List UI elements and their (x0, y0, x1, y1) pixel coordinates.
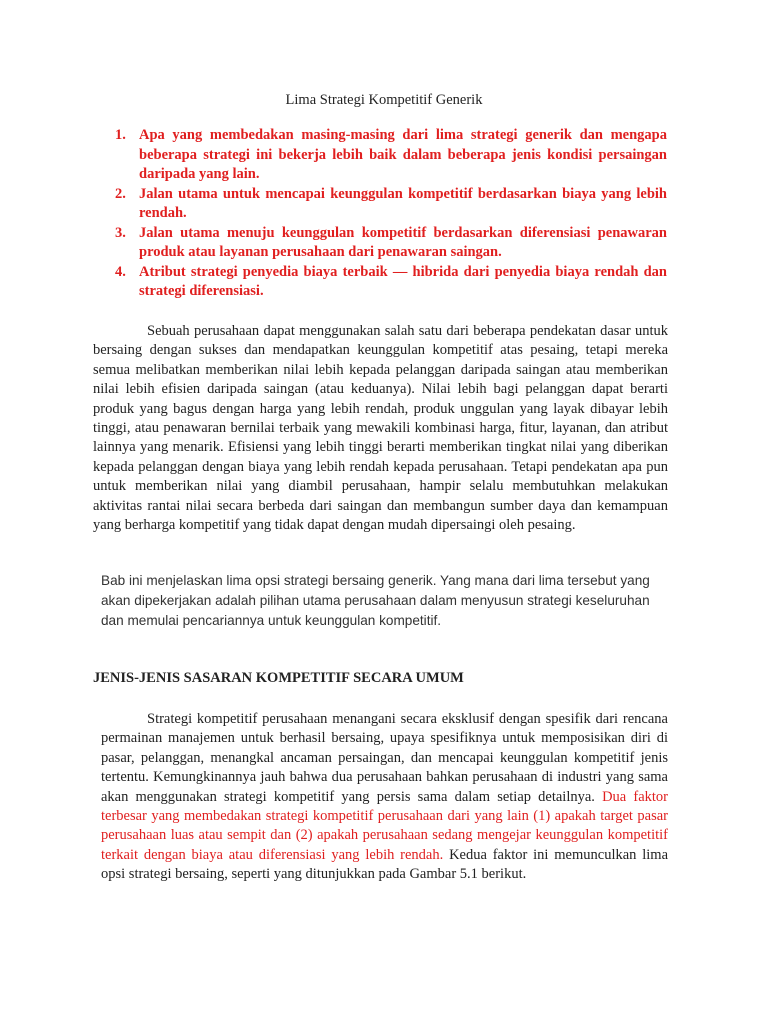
question-number: 1. (115, 127, 126, 143)
question-item (107, 126, 667, 185)
question-number: 2. (115, 185, 126, 202)
question-item (107, 224, 667, 263)
question-text: Atribut strategi penyedia biaya terbaik — hibrida dari penyedia biaya rendah dan strategi diferensiasi. (139, 263, 667, 299)
highlighted-text: Dua faktor terbesar yang membedakan strategi kompetitif perusahaan dari yang lain (1) apakah target pasar perusahaan luas atau sempit dan (2) apakah perusahaan sedang mengejar keunggulan kompetitif terkait dengan biaya atau diferensiasi yang lebih rendah. (101, 788, 669, 863)
section-paragraph (101, 710, 668, 885)
question-text: Jalan utama untuk mencapai keunggulan kompetitif berdasarkan biaya yang lebih rendah. (139, 185, 667, 221)
section-paragraph-text: Strategi kompetitif perusahaan menangani secara eksklusif dengan spesifik dari rencana permainan manajemen untuk berhasil bersaing, upaya spesifiknya untuk memposisikan diri di pasar, pelanggan, menangkal ancaman persaingan, dan mencapai keunggulan kompetitif jenis tertentu. Kemungkinannya jauh bahwa dua perusahaan bahkan perusahaan di industri yang sama akan menggunakan strategi kompetitif yang persis sama dalam setiap detailnya. (101, 711, 668, 805)
intro-paragraph: Sebuah perusahaan dapat menggunakan salah satu dari beberapa pendekatan dasar untuk bersaing dengan sukses dan mendapatkan keunggulan kompetitif atas pesaing, tetapi mereka semua melibatkan memberikan nilai lebih kepada pelanggan daripada saingan atau memberikan nilai lebih efisien daripada saingan (atau keduanya). Nilai lebih bagi pelanggan dapat berarti produk yang bagus dengan harga yang lebih rendah, produk unggulan yang layak dibayar lebih tinggi, atau penawaran bernilai terbaik yang mewakili kombinasi harga, fitur, layanan, dan atribut lainnya yang menarik. Efisiensi yang lebih tinggi berarti memberikan tingkat nilai yang diberikan kepada pelanggan dengan biaya yang lebih rendah kepada perusahaan. Tetapi pendekatan apa pun untuk memberikan nilai yang diambil perusahaan, hampir selalu membutuhkan melakukan aktivitas rantai nilai secara berbeda dari saingan dan membangun sumber daya dan kemampuan yang berharga kompetitif yang tidak dapat dengan mudah dipersaingi oleh pesaing. (93, 323, 668, 534)
question-number: 4. (115, 263, 126, 280)
question-text: Jalan utama menuju keunggulan kompetitif berdasarkan diferensiasi penawaran produk atau layanan perusahaan dari penawaran saingan. (139, 224, 667, 260)
question-item (107, 263, 667, 302)
section-paragraph-text-end: Kedua faktor ini memunculkan lima opsi strategi bersaing, seperti yang ditunjukkan pada Gambar 5.1 berikut. (101, 846, 668, 883)
question-item (107, 185, 667, 224)
question-number: 3. (115, 224, 126, 241)
question-list (107, 126, 667, 302)
section-heading: JENIS-JENIS SASARAN KOMPETITIF SECARA UMUM (93, 670, 464, 686)
question-text: Apa yang membedakan masing-masing dari lima strategi generik dan mengapa beberapa strategi ini bekerja lebih baik dalam beberapa jenis kondisi persaingan daripada yang lain. (139, 127, 667, 182)
document-title: Lima Strategi Kompetitif Generik (285, 92, 483, 108)
chapter-summary-paragraph: Bab ini menjelaskan lima opsi strategi bersaing generik. Yang mana dari lima tersebut yang akan dipekerjakan adalah pilihan utama perusahaan dalam menyusun strategi keseluruhan dan memulai pencariannya untuk keunggulan kompetitif. (101, 573, 650, 628)
